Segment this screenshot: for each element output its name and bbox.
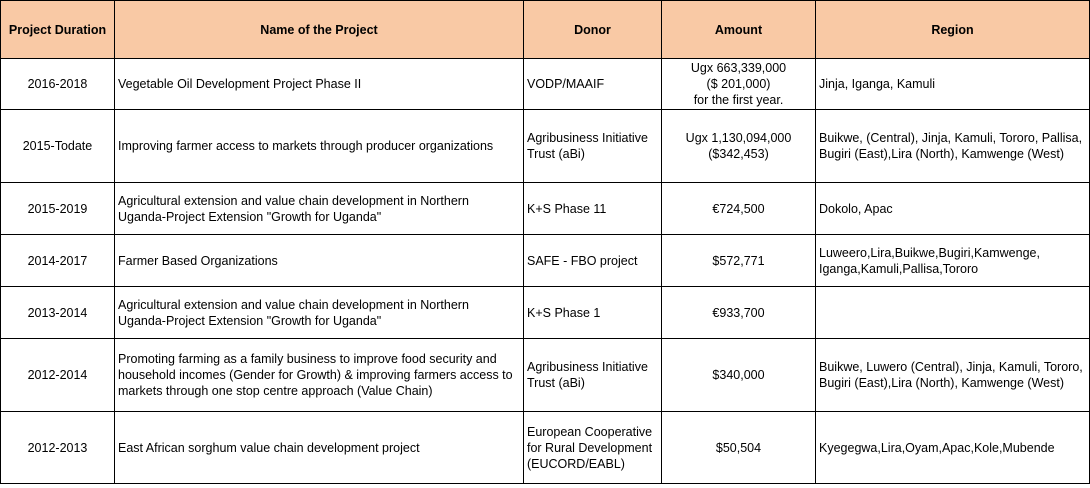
cell-donor: VODP/MAAIF [524,59,662,110]
table-row [1,235,1090,287]
cell-project-name: Promoting farming as a family business to improve food security and household incomes (Gender for Growth) & improving farmers access to markets through one stop centre approach (Value Chain) [115,339,524,412]
cell-duration: 2013-2014 [1,287,115,339]
header-project-name: Name of the Project [115,1,524,59]
cell-amount: $50,504 [662,412,816,484]
cell-duration: 2012-2014 [1,339,115,412]
cell-project-name: Farmer Based Organizations [115,235,524,287]
cell-amount: Ugx 663,339,000 ($ 201,000) for the first year. [662,59,816,110]
cell-amount: €933,700 [662,287,816,339]
cell-project-name: Improving farmer access to markets through producer organizations [115,110,524,183]
cell-donor: K+S Phase 1 [524,287,662,339]
table-row [1,287,1090,339]
cell-project-name: East African sorghum value chain development project [115,412,524,484]
table-row [1,59,1090,110]
cell-donor: Agribusiness Initiative Trust (aBi) [524,110,662,183]
cell-donor: SAFE - FBO project [524,235,662,287]
cell-region: Jinja, Iganga, Kamuli [816,59,1090,110]
cell-region: Luweero,Lira,Buikwe,Bugiri,Kamwenge, Iganga,Kamuli,Pallisa,Tororo [816,235,1090,287]
cell-region: Buikwe, (Central), Jinja, Kamuli, Tororo, Pallisa, Bugiri (East),Lira (North), Kamwenge (West) [816,110,1090,183]
cell-amount: $572,771 [662,235,816,287]
table-row [1,339,1090,412]
header-row [1,1,1090,59]
cell-amount: $340,000 [662,339,816,412]
cell-region: Buikwe, Luwero (Central), Jinja, Kamuli, Tororo, Bugiri (East),Lira (North), Kamwenge (West) [816,339,1090,412]
cell-donor: European Cooperative for Rural Development (EUCORD/EABL) [524,412,662,484]
cell-project-name: Agricultural extension and value chain development in Northern Uganda-Project Extension "Growth for Uganda" [115,287,524,339]
cell-region: Kyegegwa,Lira,Oyam,Apac,Kole,Mubende [816,412,1090,484]
cell-amount: €724,500 [662,183,816,235]
header-region: Region [816,1,1090,59]
header-project-duration: Project Duration [1,1,115,59]
cell-duration: 2016-2018 [1,59,115,110]
cell-project-name: Agricultural extension and value chain development in Northern Uganda-Project Extension "Growth for Uganda" [115,183,524,235]
cell-amount: Ugx 1,130,094,000 ($342,453) [662,110,816,183]
cell-donor: K+S Phase 11 [524,183,662,235]
cell-project-name: Vegetable Oil Development Project Phase II [115,59,524,110]
table-row [1,412,1090,484]
table-row [1,183,1090,235]
cell-region [816,287,1090,339]
cell-duration: 2015-2019 [1,183,115,235]
cell-duration: 2015-Todate [1,110,115,183]
cell-duration: 2014-2017 [1,235,115,287]
cell-donor: Agribusiness Initiative Trust (aBi) [524,339,662,412]
table-row [1,110,1090,183]
header-amount: Amount [662,1,816,59]
header-donor: Donor [524,1,662,59]
cell-duration: 2012-2013 [1,412,115,484]
cell-region: Dokolo, Apac [816,183,1090,235]
